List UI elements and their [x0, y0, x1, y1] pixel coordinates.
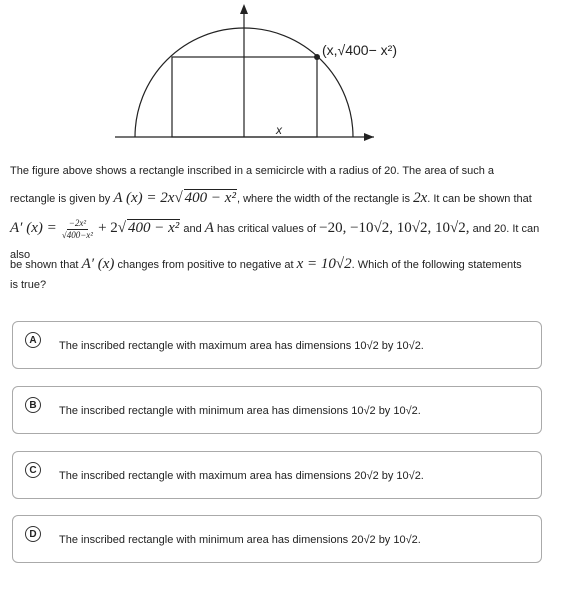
- choice-letter-badge: C: [25, 462, 41, 478]
- question-line-2: rectangle is given by A (x) = 2x√ 400 − x², where the width of the rectangle is 2x. It can be shown that: [10, 190, 532, 206]
- choice-letter-badge: A: [25, 332, 41, 348]
- semicircle-figure: [0, 0, 582, 160]
- question-line-4: be shown that A′ (x) changes from positive to negative at x = 10√2. Which of the following statements: [10, 256, 522, 272]
- point-label: (x,√400− x²): [322, 42, 397, 58]
- question-line-5: is true?: [10, 279, 47, 291]
- choice-text: The inscribed rectangle with minimum area has dimensions 10√2 by 10√2.: [59, 405, 421, 417]
- question-line-3: A′ (x) = $\frac{\text{−2x²}}{\text{√400−x²}}$ + 2√ 400 − x² and A has critical values of −20, −10√2, 10√2, 10√2, and 20. It can also: [10, 218, 540, 261]
- derivative-fraction: $\frac{\text{−2x²}}{\text{√400−x²}}$: [61, 218, 94, 240]
- x-label: x: [276, 123, 282, 137]
- choice-a[interactable]: [12, 321, 542, 369]
- choice-letter-badge: D: [25, 526, 41, 542]
- corner-point: [314, 54, 320, 60]
- choice-letter-badge: B: [25, 397, 41, 413]
- area-function: A (x) = 2x√ 400 − x²: [113, 190, 236, 206]
- choice-text: The inscribed rectangle with maximum area has dimensions 10√2 by 10√2.: [59, 340, 424, 352]
- choice-d[interactable]: [12, 515, 542, 563]
- choice-b[interactable]: [12, 386, 542, 434]
- choice-text: The inscribed rectangle with maximum area has dimensions 20√2 by 10√2.: [59, 470, 424, 482]
- y-axis-arrow-icon: [240, 4, 248, 14]
- choice-c[interactable]: [12, 451, 542, 499]
- choice-text: The inscribed rectangle with minimum area has dimensions 20√2 by 10√2.: [59, 534, 421, 546]
- x-axis-arrow-icon: [364, 133, 374, 141]
- question-line-1: The figure above shows a rectangle inscribed in a semicircle with a radius of 20. The area of such a: [10, 165, 495, 177]
